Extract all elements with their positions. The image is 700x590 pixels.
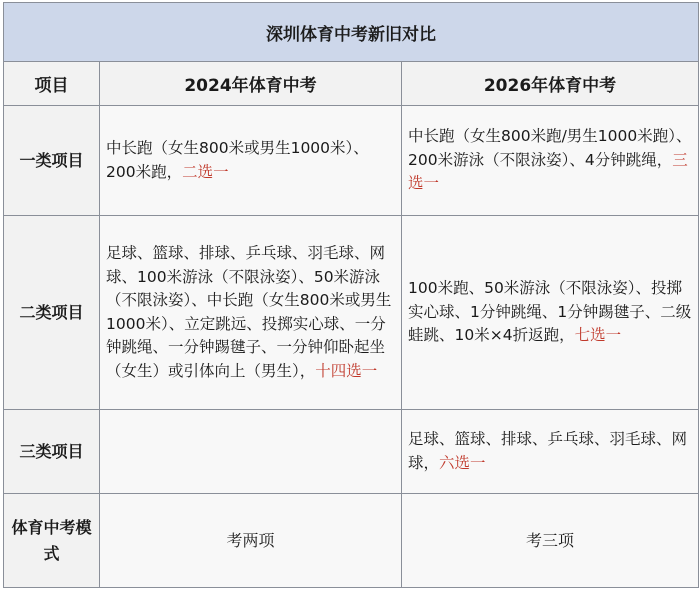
cell-highlight: 三选一 [408,150,688,193]
table-title: 深圳体育中考新旧对比 [4,3,699,62]
comparison-table-wrapper [3,2,698,588]
comparison-table [3,2,699,588]
row-label: 三类项目 [4,410,100,494]
header-row [4,62,699,106]
cell-2026 [402,410,699,494]
header-item: 项目 [4,62,100,106]
table-row [4,106,699,216]
cell-2024 [100,410,402,494]
cell-text: 足球、篮球、排球、乒乓球、羽毛球、网球， [408,430,688,472]
cell-2024: 考两项 [100,494,402,588]
cell-2026: 考三项 [402,494,699,588]
title-row [4,3,699,62]
cell-text: 100米跑、50米游泳（不限泳姿）、投掷实心球、1分钟跳绳、1分钟踢毽子、二级蛙跳、10米×4折返跑， [408,279,692,345]
cell-2024 [100,106,402,216]
cell-highlight: 七选一 [574,326,622,345]
cell-highlight: 十四选一 [315,361,378,380]
table-row [4,494,699,588]
cell-2026 [402,216,699,410]
table-row [4,410,699,494]
cell-text: 中长跑（女生800米或男生1000米）、200米跑， [106,139,369,181]
cell-highlight: 二选一 [182,162,229,181]
cell-text: 足球、篮球、排球、乒乓球、羽毛球、网球、100米游泳（不限泳姿）、50米游泳（不限泳姿）、中长跑（女生800米或男生1000米）、立定跳远、投掷实心球、一分钟跳绳、一分钟踢毽子、一分钟仰卧起坐（女生）或引体向上（男生）， [106,244,392,380]
row-label: 一类项目 [4,106,100,216]
table-row [4,216,699,410]
header-2026: 2026年体育中考 [402,62,699,106]
row-label: 二类项目 [4,216,100,410]
cell-highlight: 六选一 [439,453,486,472]
cell-text: 中长跑（女生800米跑/男生1000米跑）、200米游泳（不限泳姿）、4分钟跳绳， [408,127,692,169]
cell-2026 [402,106,699,216]
cell-2024 [100,216,402,410]
header-2024: 2024年体育中考 [100,62,402,106]
row-label: 体育中考模式 [4,494,100,588]
